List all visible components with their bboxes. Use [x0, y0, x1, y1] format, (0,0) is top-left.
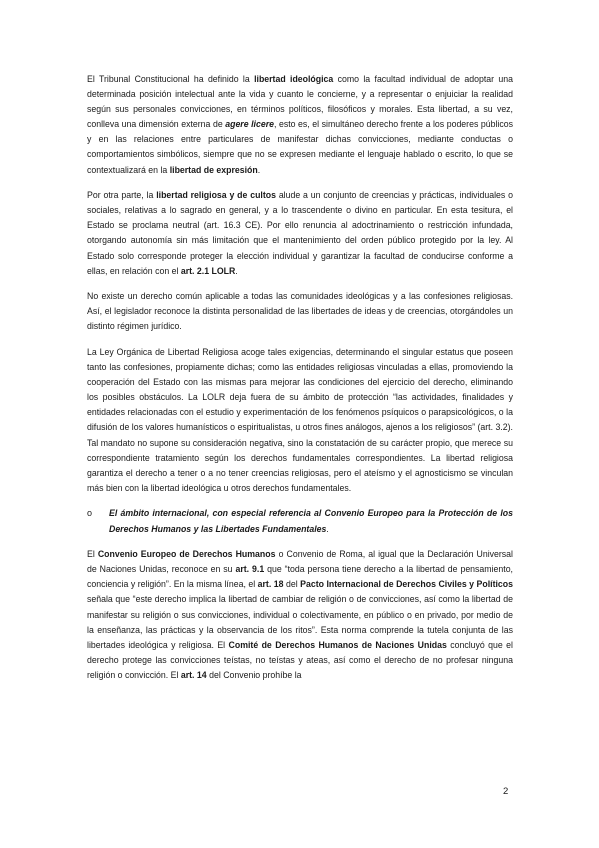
- bold-term: Convenio Europeo de Derechos Humanos: [97, 549, 276, 560]
- bullet-heading: [109, 506, 513, 536]
- paragraph-libertad-ideologica: [87, 72, 513, 178]
- text-span: .: [326, 523, 329, 534]
- bold-term: art. 18: [257, 579, 284, 590]
- bold-term: Comité de Derechos Humanos de Naciones Unidas: [228, 639, 447, 650]
- bullet-item-ambito-internacional: [87, 506, 513, 536]
- bold-italic-term: agere licere: [225, 119, 274, 130]
- bold-term: Pacto Internacional de Derechos Civiles y Políticos: [300, 579, 513, 590]
- text-span: .: [257, 164, 261, 175]
- text-span: Por otra parte, la: [87, 190, 157, 201]
- text-span: El ámbito internacional, con especial referencia al Convenio Europeo para la Protección de los Derechos Humanos y las Libertades Fundamentales: [109, 508, 513, 534]
- text-span: El Tribunal Constitucional ha definido la: [87, 74, 255, 84]
- bold-term: art. 2.1 LOLR: [180, 265, 236, 276]
- paragraph-libertad-religiosa: [87, 188, 513, 279]
- bold-term: libertad ideológica: [254, 74, 334, 84]
- text-span: señala que “este derecho implica la libertad de cambiar de religión o de convicciones, así como la libertad de manifestar su religión o sus convicciones, individual o colectivamente, en público o en privado, por medio de la enseñanza, las prácticas y la observancia de los ritos”. Esta norma comprende la tutela conjunta de las libertades ideológica y religiosa. El: [87, 594, 513, 650]
- text-span: .: [235, 265, 238, 276]
- text-span: , esto es, el simultáneo derecho frente a los poderes públicos y en las relaciones entre particulares de manifestar dichas convicciones, mediante conductas o comportamientos simbólicos, siempre que no se expresen mediante el lenguaje hablado o escrito, lo que se contextualizará en la: [87, 119, 513, 175]
- bold-term: art. 9.1: [235, 564, 265, 575]
- text-span: del: [283, 579, 301, 590]
- paragraph-convenio-europeo: [87, 547, 513, 683]
- paragraph-derecho-comun: [87, 289, 513, 334]
- bold-term: libertad religiosa y de cultos: [156, 190, 276, 201]
- text-span: como la facultad individual de adoptar una determinada posición intelectual ante la vida y cuanto le concierne, y a representar o enjuiciar la realidad según sus personales convicciones, en términos políticos, filosóficos y morales. Esta libertad, a su vez, conlleva una dimensión externa de: [87, 74, 513, 130]
- paragraph-lolr: [87, 345, 513, 496]
- text-span: que “toda persona tiene derecho a la libertad de pensamiento, conciencia y religión”. En la misma línea, el: [87, 564, 513, 590]
- bullet-mark: o: [87, 508, 93, 519]
- bold-term: libertad de expresión: [169, 164, 258, 175]
- bold-term: art. 14: [180, 669, 207, 680]
- text-span: El: [87, 549, 98, 560]
- page-number: 2: [503, 786, 509, 797]
- text-span: alude a un conjunto de creencias y prácticas, individuales o sociales, relativas a lo sagrado en general, y a lo trascendente o divino en particular. En esta tesitura, el Estado se proclama neutral (art. 16.3 CE). Por ello renuncia al adoctrinamiento o restricción infundada, otorgando autonomía sin más limitación que el mantenimiento del orden público protegido por la ley. Al Estado solo corresponde proteger la elección individual y garantizar la facultad de conducirse conforme a ellas, en relación con el: [87, 190, 513, 276]
- text-span: del Convenio prohíbe la: [206, 669, 302, 680]
- text-span: No existe un derecho común aplicable a todas las comunidades ideológicas y a las confesiones religiosas. Así, el legislador reconoce la distinta personalidad de las libertades de ideas y de creencias, otorgándoles un distinto régimen jurídico.: [87, 291, 513, 332]
- text-span: concluyó que el derecho protege las convicciones teístas, no teístas y ateas, así como el derecho de no profesar ninguna religión o convicción. El: [87, 639, 513, 680]
- document-body: [87, 72, 513, 693]
- text-span: o Convenio de Roma, al igual que la Declaración Universal de Naciones Unidas, reconoce en su: [87, 549, 513, 575]
- text-span: La Ley Orgánica de Libertad Religiosa acoge tales exigencias, determinando el singular estatus que poseen tanto las confesiones, propiamente dichas; como las entidades religiosas vinculadas a ellas, promoviendo la cooperación del Estado con las mismas para mejorar las condiciones del ejercicio del derecho, eliminando los posibles obstáculos. La LOLR deja fuera de su ámbito de protección “las actividades, finalidades y entidades relacionadas con el estudio y experimentación de los fenómenos psíquicos o parapsicológicos, o la difusión de los valores humanísticos o espiritualistas, u otros fines análogos, ajenos a los religiosos” (art. 3.2). Tal mandato no supone su consideración negativa, sino la constatación de su carácter propio, que merece su correspondiente tratamiento según los derechos fundamentales correspondientes. La libertad religiosa garantiza el derecho a tener o a no tener creencias religiosas, pero el ateísmo y el agnosticismo se vinculan más bien con la libertad ideológica u otros derechos fundamentales.: [87, 347, 513, 493]
